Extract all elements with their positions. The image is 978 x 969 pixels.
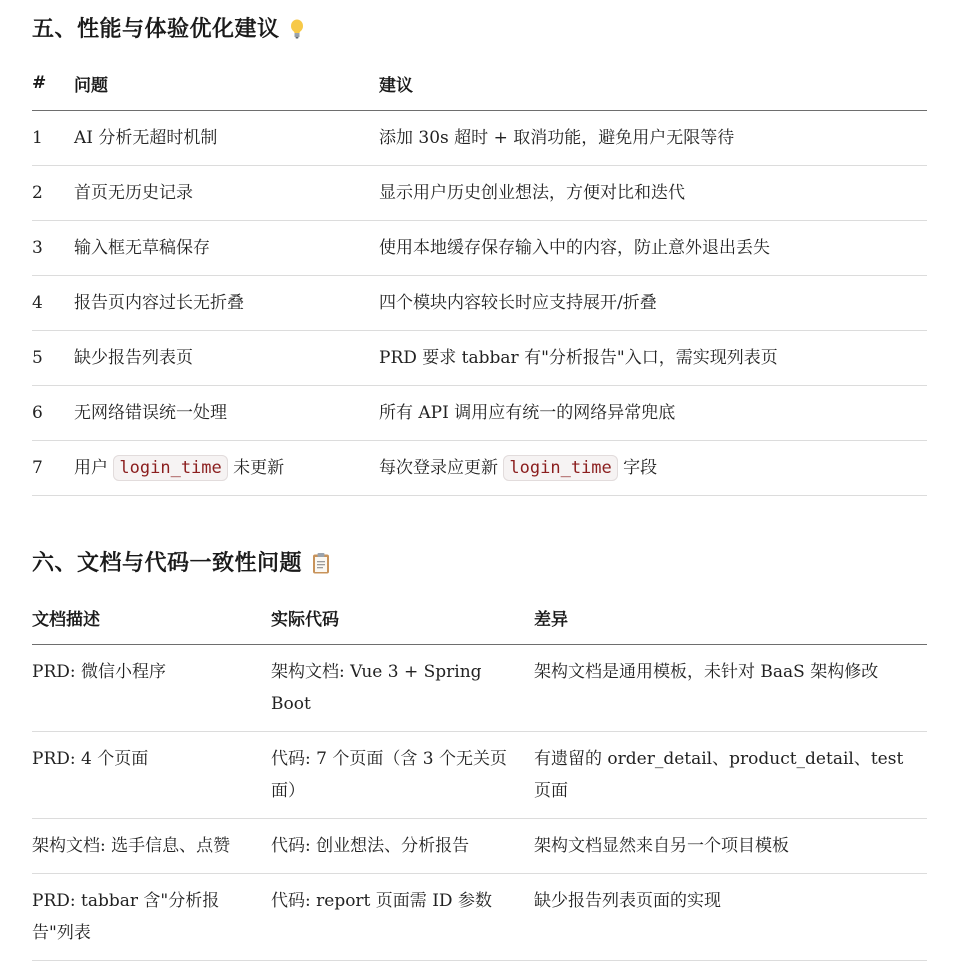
section-title-consistency bbox=[32, 546, 330, 577]
table-row bbox=[32, 819, 927, 874]
row-doc: 架构文档: 选手信息、点赞 bbox=[32, 819, 271, 874]
table-header-row bbox=[32, 56, 927, 111]
row-suggestion: 四个模块内容较长时应支持展开/折叠 bbox=[379, 276, 927, 331]
row-num: 5 bbox=[32, 331, 74, 386]
row-issue: 报告页内容过长无折叠 bbox=[74, 276, 379, 331]
row-diff: 架构文档是通用模板，未针对 BaaS 架构修改 bbox=[534, 645, 927, 732]
row-issue: 输入框无草稿保存 bbox=[74, 221, 379, 276]
row-code: 代码: 创业想法、分析报告 bbox=[271, 819, 534, 874]
table-row bbox=[32, 732, 927, 819]
row-num: 4 bbox=[32, 276, 74, 331]
optimization-table bbox=[32, 56, 927, 496]
col-header-code: 实际代码 bbox=[271, 590, 534, 645]
row-code: 代码: report 页面需 ID 参数 bbox=[271, 874, 534, 961]
row-num: 3 bbox=[32, 221, 74, 276]
suggestion-text-post: 字段 bbox=[623, 458, 658, 478]
table-row bbox=[32, 331, 927, 386]
table-row bbox=[32, 874, 927, 961]
table-header-row bbox=[32, 590, 927, 645]
row-suggestion: 添加 30s 超时 + 取消功能，避免用户无限等待 bbox=[379, 111, 927, 166]
row-diff: 缺少报告列表页面的实现 bbox=[534, 874, 927, 961]
row-num: 2 bbox=[32, 166, 74, 221]
col-header-diff: 差异 bbox=[534, 590, 927, 645]
table-row bbox=[32, 386, 927, 441]
row-doc: PRD: tabbar 含"分析报告"列表 bbox=[32, 874, 271, 961]
col-header-suggestion: 建议 bbox=[379, 56, 927, 111]
clipboard-icon bbox=[312, 552, 330, 574]
row-suggestion: 使用本地缓存保存输入中的内容，防止意外退出丢失 bbox=[379, 221, 927, 276]
section-title-optimization bbox=[32, 12, 304, 43]
table-row bbox=[32, 221, 927, 276]
table-row bbox=[32, 166, 927, 221]
row-issue: 首页无历史记录 bbox=[74, 166, 379, 221]
row-num: 1 bbox=[32, 111, 74, 166]
row-issue: 无网络错误统一处理 bbox=[74, 386, 379, 441]
row-num: 7 bbox=[32, 441, 74, 496]
suggestion-text-pre: 每次登录应更新 bbox=[379, 458, 498, 478]
table-row bbox=[32, 645, 927, 732]
issue-text-pre: 用户 bbox=[74, 458, 108, 478]
row-diff: 有遗留的 order_detail、product_detail、test 页面 bbox=[534, 732, 927, 819]
row-suggestion: PRD 要求 tabbar 有"分析报告"入口，需实现列表页 bbox=[379, 331, 927, 386]
table-row bbox=[32, 276, 927, 331]
row-issue: AI 分析无超时机制 bbox=[74, 111, 379, 166]
col-header-doc: 文档描述 bbox=[32, 590, 271, 645]
row-code: 代码: 7 个页面（含 3 个无关页面） bbox=[271, 732, 534, 819]
row-doc: PRD: 4 个页面 bbox=[32, 732, 271, 819]
col-header-issue: 问题 bbox=[74, 56, 379, 111]
row-issue bbox=[74, 441, 379, 496]
row-suggestion bbox=[379, 441, 927, 496]
section-title-text: 六、文档与代码一致性问题 bbox=[32, 550, 303, 576]
consistency-table bbox=[32, 590, 927, 961]
row-code: 架构文档: Vue 3 + Spring Boot bbox=[271, 645, 534, 732]
row-issue: 缺少报告列表页 bbox=[74, 331, 379, 386]
row-suggestion: 显示用户历史创业想法，方便对比和迭代 bbox=[379, 166, 927, 221]
row-diff: 架构文档显然来自另一个项目模板 bbox=[534, 819, 927, 874]
inline-code: login_time bbox=[503, 455, 617, 481]
lightbulb-icon bbox=[290, 19, 304, 39]
row-doc: PRD: 微信小程序 bbox=[32, 645, 271, 732]
row-num: 6 bbox=[32, 386, 74, 441]
issue-text-post: 未更新 bbox=[233, 458, 285, 478]
col-header-num: # bbox=[32, 56, 74, 111]
table-row bbox=[32, 441, 927, 496]
section-title-text: 五、性能与体验优化建议 bbox=[32, 16, 280, 42]
table-row bbox=[32, 111, 927, 166]
row-suggestion: 所有 API 调用应有统一的网络异常兜底 bbox=[379, 386, 927, 441]
inline-code: login_time bbox=[113, 455, 227, 481]
